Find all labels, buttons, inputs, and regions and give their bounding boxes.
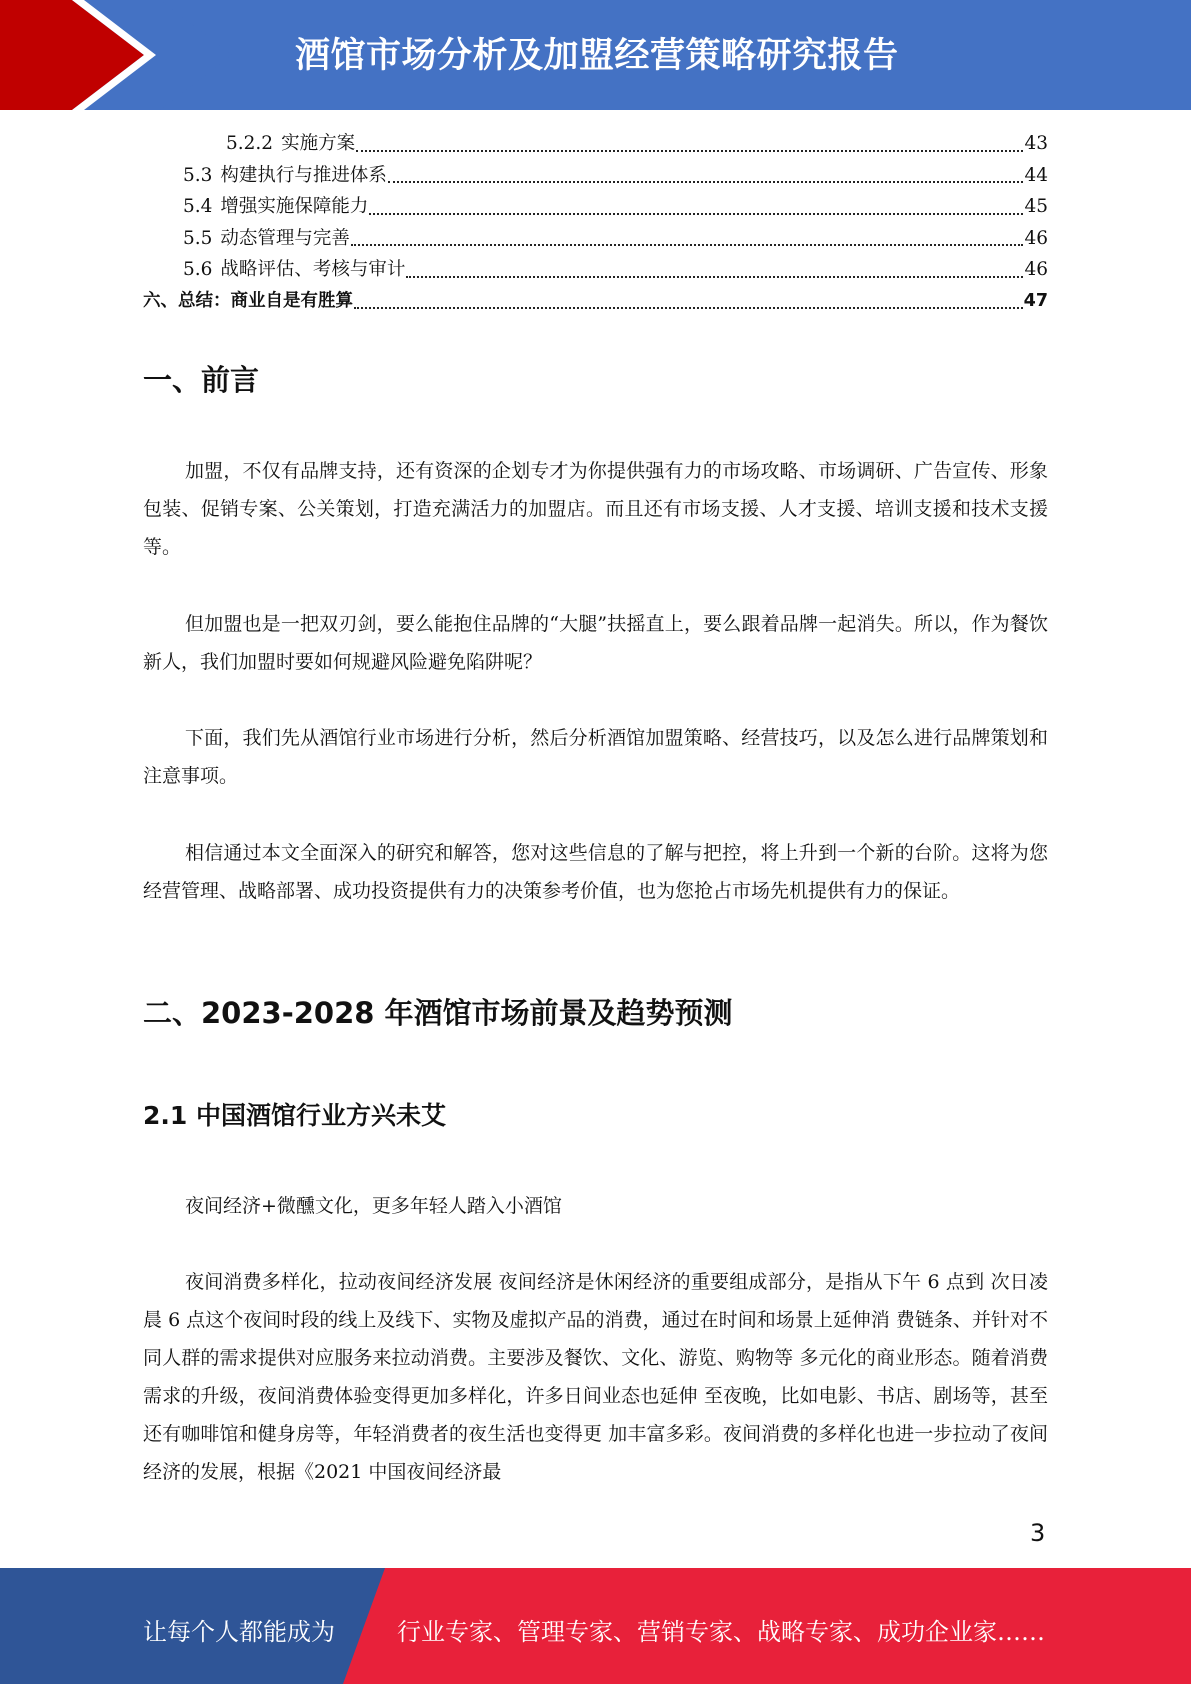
- footer-slogan-left: 让每个人都能成为: [143, 1618, 335, 1646]
- toc-entry[interactable]: [143, 128, 1048, 160]
- toc-entry-number: 5.4: [183, 196, 213, 217]
- toc-entry[interactable]: [143, 254, 1048, 286]
- toc-leader-dots: [354, 307, 1023, 309]
- toc-entry-title: 实施方案: [281, 133, 356, 154]
- table-of-contents: [143, 128, 1048, 317]
- section-heading-preface: 一、前言: [143, 363, 260, 397]
- toc-leader-dots: [351, 244, 1024, 246]
- toc-entry-title: 构建执行与推进体系: [220, 164, 387, 186]
- toc-entry-page: 45: [1024, 196, 1048, 217]
- toc-entry-title: 增强实施保障能力: [220, 196, 369, 217]
- toc-entry-number: 5.2.2: [226, 133, 274, 154]
- paragraph: 下面，我们先从酒馆行业市场进行分析，然后分析酒馆加盟策略、经营技巧，以及怎么进行品牌策划和注意事项。: [143, 727, 1048, 787]
- toc-entry[interactable]: [143, 191, 1048, 223]
- toc-leader-dots: [356, 150, 1023, 152]
- toc-leader-dots: [388, 181, 1024, 183]
- toc-entry-page: 46: [1024, 259, 1048, 280]
- footer-slogan-right: 行业专家、管理专家、营销专家、战略专家、成功企业家……: [397, 1618, 1045, 1646]
- toc-entry-title: 战略评估、考核与审计: [220, 259, 406, 280]
- report-title: 酒馆市场分析及加盟经营策略研究报告: [295, 36, 899, 76]
- paragraph: 但加盟也是一把双刃剑，要么能抱住品牌的“大腿”扶摇直上，要么跟着品牌一起消失。所以，作为餐饮新人，我们加盟时要如何规避风险避免陷阱呢？: [143, 613, 1048, 673]
- section-heading-market-forecast: 二、2023-2028 年酒馆市场前景及趋势预测: [143, 996, 733, 1030]
- toc-entry[interactable]: [143, 286, 1048, 318]
- page-number: 3: [1030, 1519, 1046, 1547]
- toc-entry-page: 47: [1023, 290, 1048, 311]
- toc-leader-dots: [406, 276, 1023, 278]
- toc-entry-number: 5.5: [183, 227, 213, 249]
- paragraph: 加盟，不仅有品牌支持，还有资深的企划专才为你提供强有力的市场攻略、市场调研、广告宣传、形象包装、促销专案、公关策划，打造充满活力的加盟店。而且还有市场支援、人才支援、培训支援和技术支援等。: [143, 460, 1048, 558]
- header-band: [0, 0, 1191, 110]
- toc-entry[interactable]: [143, 160, 1048, 192]
- paragraph: 夜间经济+微醺文化，更多年轻人踏入小酒馆: [185, 1195, 562, 1217]
- toc-entry[interactable]: [143, 223, 1048, 255]
- toc-entry-number: 5.6: [183, 259, 213, 280]
- footer-band: [0, 1568, 1191, 1684]
- toc-entry-page: 43: [1024, 133, 1048, 154]
- toc-entry-page: 46: [1024, 227, 1048, 249]
- toc-entry-number: 5.3: [183, 164, 213, 186]
- paragraph: 夜间消费多样化，拉动夜间经济发展 夜间经济是休闲经济的重要组成部分，是指从下午 6 点到 次日凌晨 6 点这个夜间时段的线上及线下、实物及虚拟产品的消费，通过在时间和场景上延伸消 费链条、并针对不同人群的需求提供对应服务来拉动消费。主要涉及餐饮、文化、游览、购物等 多元化的商业形态。随着消费需求的升级，夜间消费体验变得更加多样化，许多日间业态也延伸 至夜晚，比如电影、书店、剧场等，甚至还有咖啡馆和健身房等，年轻消费者的夜生活也变得更 加丰富多彩。夜间消费的多样化也进一步拉动了夜间经济的发展，根据《2021 中国夜间经济最: [143, 1271, 1048, 1483]
- toc-entry-title: 动态管理与完善: [220, 227, 350, 249]
- toc-leader-dots: [369, 213, 1023, 215]
- subsection-heading: 2.1 中国酒馆行业方兴未艾: [143, 1101, 446, 1130]
- paragraph: 相信通过本文全面深入的研究和解答，您对这些信息的了解与把控，将上升到一个新的台阶。这将为您经营管理、战略部署、成功投资提供有力的决策参考价值，也为您抢占市场先机提供有力的保证。: [143, 842, 1048, 902]
- toc-entry-title: 六、总结：商业自是有胜算: [143, 290, 353, 311]
- toc-entry-page: 44: [1024, 164, 1048, 186]
